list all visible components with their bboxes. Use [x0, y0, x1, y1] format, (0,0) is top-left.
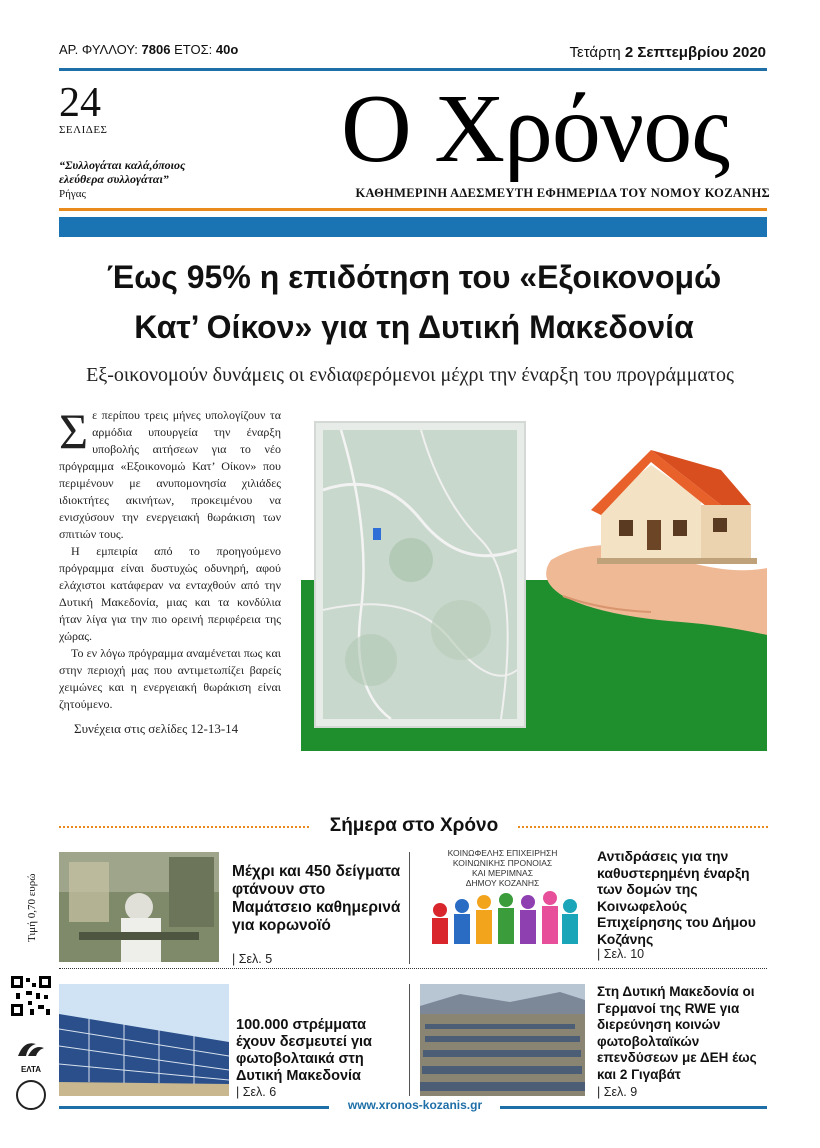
lead-headline-line-1: Έως 95% η επιδότηση του «Εξοικονομώ	[106, 259, 722, 295]
issue-full-date: 2 Σεπτεμβρίου 2020	[624, 44, 766, 61]
lead-headline	[40, 252, 788, 352]
pages-count: 24	[59, 80, 101, 126]
drop-cap: Σ	[59, 403, 89, 459]
postage-stamp-icon	[16, 1080, 46, 1110]
org-logo-text	[420, 848, 585, 888]
motto-line-1: “Συλλογάται καλά,όποιος	[59, 158, 186, 172]
price-label	[26, 852, 40, 942]
teaser-photo-lab	[59, 852, 219, 962]
pages-label: ΣΕΛΙΔΕΣ	[59, 124, 108, 136]
newspaper-subtitle: ΚΑΘΗΜΕΡΙΝΗ ΑΔΕΣΜΕΥΤΗ ΕΦΗΜΕΡΙΔΑ ΤΟΥ ΝΟΜΟΥ ΚΟΖΑΝΗΣ	[355, 186, 770, 200]
article-paragraph	[59, 403, 281, 543]
teaser-column-divider	[409, 984, 410, 1096]
org-logo-line-4: ΔΗΜΟΥ ΚΟΖΑΝΗΣ	[465, 878, 540, 888]
issue-year-number: 40ο	[215, 42, 239, 57]
motto-quote	[59, 158, 259, 186]
website-link[interactable]: www.xronos-kozanis.gr	[347, 1098, 483, 1112]
lab-photo	[59, 852, 219, 962]
issue-info	[59, 42, 238, 57]
article-paragraph: Το εν λόγω πρόγραμμα αναμένεται πως και στην περιοχή μας που αντιμετωπίζει βαρείς χειμώνες και η ενεργειακή θωράκιση είναι ζητούμενο.	[59, 646, 281, 711]
org-logo-line-2: ΚΟΙΝΩΝΙΚΗΣ ΠΡΟΝΟΙΑΣ	[452, 858, 553, 868]
lead-article-body	[59, 403, 281, 713]
article-paragraph: Η εμπειρία από το προηγούμενο πρόγραμμα είναι δυστυχώς οδυνηρή, αφού ελάχιστοι κατάφεραν να ενταχθούν από την Δυτική Μακεδονία, μιας και τα κονδύλια ήταν λίγα για την πιο ορεινή περιφέρεια της χώρας.	[59, 544, 281, 643]
elta-logo-text: ΕΛΤΑ	[20, 1065, 42, 1074]
teaser-page-ref: | Σελ. 10	[597, 947, 645, 961]
masthead-divider	[59, 208, 767, 211]
teaser-photo-solar-farm	[420, 984, 585, 1096]
issue-sheet-number: 7806	[141, 42, 171, 57]
footer-rule-left	[59, 1106, 329, 1109]
lead-headline-line-2: Κατ’ Οίκον» για τη Δυτική Μακεδονία	[134, 309, 694, 345]
teaser-row-divider	[59, 968, 767, 969]
section-divider-left	[59, 826, 309, 828]
teaser-title[interactable]: Στη Δυτική Μακεδονία οι Γερμανοί της RWE για διερεύνηση κοινών φωτοβολταϊκών επενδύσεων με ΔΕΗ έως και 2 Γιγαβάτ	[597, 984, 757, 1082]
newspaper-logo: Ο Χρόνος	[340, 75, 730, 183]
top-divider	[59, 68, 767, 71]
issue-sheet-label: ΑΡ. ΦΥΛΛΟΥ:	[59, 42, 138, 57]
lead-photo	[301, 410, 767, 751]
masthead-band	[59, 217, 767, 237]
qr-code-graphic	[10, 975, 52, 1017]
solar-panels-photo	[59, 984, 229, 1096]
solar-farm-photo	[420, 984, 585, 1096]
lead-photo-illustration	[301, 410, 767, 751]
lead-subhead: Εξ-οικονομούν δυνάμεις οι ενδιαφερόμενοι μέχρι την έναρξη του προγράμματος	[86, 364, 734, 386]
footer-rule-right	[500, 1106, 767, 1109]
teaser-column-divider	[409, 852, 410, 964]
teaser-title[interactable]: Μέχρι και 450 δείγματα φτάνουν στο Μαμάτσειο καθημερινά για κορωνοϊό	[232, 863, 401, 934]
price-text: Τιμή 0,70 ευρώ	[26, 873, 38, 942]
teaser-title[interactable]: 100.000 στρέμματα έχουν δεσμευτεί για φωτοβολταικά στη Δυτική Μακεδονία	[236, 1017, 372, 1084]
org-logo-line-1: ΚΟΙΝΩΦΕΛΗΣ ΕΠΙΧΕΙΡΗΣΗ	[447, 848, 558, 858]
org-logo-line-3: ΚΑΙ ΜΕΡΙΜΝΑΣ	[472, 868, 533, 878]
section-title-today: Σήμερα στο Χρόνο	[329, 815, 499, 836]
qr-code-icon	[10, 975, 52, 1017]
elta-post-logo	[14, 1038, 48, 1074]
teaser-title[interactable]: Αντιδράσεις για την καθυστερημένη έναρξη των δομών της Κοινωφελούς Επιχείρησης του Δήμου Κοζάνης	[597, 848, 756, 947]
article-paragraph-1-text: ε περίπου τρεις μήνες υπολογίζουν τα αρμόδια υπουργεία την έναρξη υποβολής αιτήσεων για το νέο πρόγραμμα «Εξοικονομώ Κατ’ Οίκον» που περιμένουν με ανυπομονησία χιλιάδες ιδιοκτήτες ακινήτων, προκειμένου να ενισχύσουν την ενεργειακή θωράκιση των σπιτιών τους.	[59, 408, 281, 541]
issue-weekday: Τετάρτη	[569, 44, 621, 61]
motto-line-2: ελεύθερα συλλογάται”	[59, 172, 169, 186]
section-divider-right	[518, 826, 768, 828]
motto-author: Ρήγας	[59, 188, 86, 200]
teaser-photo-solar-panels	[59, 984, 229, 1096]
teaser-page-ref: | Σελ. 9	[597, 1085, 638, 1099]
teaser-page-ref: | Σελ. 5	[232, 952, 273, 966]
teaser-page-ref: | Σελ. 6	[236, 1085, 277, 1099]
elta-logo-icon	[14, 1038, 48, 1060]
issue-year-label: ΕΤΟΣ:	[174, 42, 213, 57]
continue-note: Συνέχεια στις σελίδες 12-13-14	[74, 721, 239, 736]
issue-date	[570, 44, 767, 61]
